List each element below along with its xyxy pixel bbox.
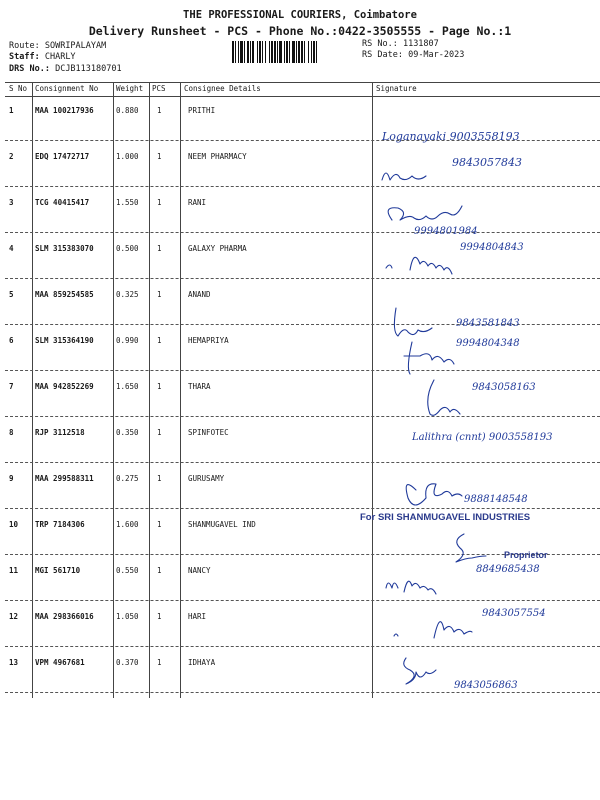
signature-8 [372, 420, 600, 466]
cell-pcs: 1 [157, 520, 162, 529]
signature-11-text: 8849685438 [476, 564, 540, 575]
signature-12-text: 9843057554 [482, 608, 546, 619]
signature-13 [372, 648, 600, 694]
company-title: THE PROFESSIONAL COURIERS, Coimbatore [183, 9, 417, 21]
cell-weight: 0.350 [116, 428, 139, 437]
header-sno: S No [9, 84, 28, 93]
barcode-bar [298, 41, 300, 63]
cell-sno: 12 [9, 612, 19, 621]
staff-label: Staff: [9, 52, 40, 62]
cell-weight: 0.275 [116, 474, 139, 483]
cell-pcs: 1 [157, 290, 162, 299]
cell-consignee: PRITHI [188, 106, 216, 115]
cell-consignee: NANCY [188, 566, 211, 575]
cell-consignment: RJP 3112518 [35, 428, 85, 437]
cell-sno: 7 [9, 382, 14, 391]
cell-consignment: TRP 7184306 [35, 520, 85, 529]
barcode-bar [289, 41, 290, 63]
cell-sno: 4 [9, 244, 14, 253]
cell-pcs: 1 [157, 382, 162, 391]
cell-consignee: NEEM PHARMACY [188, 152, 247, 161]
barcode-bar [252, 41, 254, 63]
cell-sno: 3 [9, 198, 14, 207]
cell-consignee: HEMAPRIYA [188, 336, 229, 345]
barcode-image [232, 41, 356, 63]
staff-value: CHARLY [44, 52, 76, 62]
barcode-bar [308, 41, 309, 63]
cell-weight: 0.880 [116, 106, 139, 115]
cell-sno: 11 [9, 566, 19, 575]
cell-weight: 1.600 [116, 520, 139, 529]
cell-weight: 0.500 [116, 244, 139, 253]
cell-sno: 9 [9, 474, 14, 483]
cell-consignee: IDHAYA [188, 658, 216, 667]
barcode-bar [304, 41, 305, 63]
barcode-bar [316, 41, 317, 63]
table-header-row [0, 82, 600, 96]
signature-2-text: 9843057843 [452, 156, 522, 169]
signature-12 [372, 602, 600, 648]
header-consignment: Consignment No [35, 84, 99, 93]
cell-pcs: 1 [157, 198, 162, 207]
cell-consignment: MAA 298366016 [35, 612, 94, 621]
barcode-bar [259, 41, 261, 63]
barcode-bar [232, 41, 234, 63]
barcode-bar [313, 41, 315, 63]
cell-consignment: EDQ 17472717 [35, 152, 90, 161]
signature-13-text: 9843056863 [454, 680, 518, 691]
signature-7-text: 9843058163 [472, 382, 536, 393]
route-value: SOWRIPALAYAM [44, 41, 107, 51]
signature-9 [372, 466, 600, 512]
cell-consignment: MAA 100217936 [35, 106, 94, 115]
signature-4 [372, 236, 600, 282]
rs-date-value: 09-Mar-2023 [408, 50, 465, 60]
cell-pcs: 1 [157, 474, 162, 483]
header-bottom-rule [5, 96, 600, 97]
barcode-bar [247, 41, 249, 63]
barcode-bar [292, 41, 295, 63]
signature-5-text: 9843581843 [456, 318, 520, 329]
barcode-bar [271, 41, 273, 63]
cell-consignment: SLM 315364190 [35, 336, 94, 345]
cell-pcs: 1 [157, 244, 162, 253]
staff-line [9, 52, 76, 62]
barcode-bar [296, 41, 297, 63]
signature-9-text: 9888148548 [464, 494, 528, 505]
cell-pcs: 1 [157, 566, 162, 575]
drs-label: DRS No.: [9, 64, 50, 74]
cell-pcs: 1 [157, 106, 162, 115]
cell-weight: 0.550 [116, 566, 139, 575]
cell-weight: 1.550 [116, 198, 139, 207]
cell-pcs: 1 [157, 152, 162, 161]
cell-consignee: SPINFOTEC [188, 428, 229, 437]
stamp-role: Proprietor [504, 550, 548, 560]
cell-sno: 13 [9, 658, 19, 667]
stamp-company: For SRI SHANMUGAVEL INDUSTRIES [360, 512, 531, 523]
barcode-bar [265, 41, 266, 63]
cell-consignee: ANAND [188, 290, 211, 299]
cell-consignee: GURUSAMY [188, 474, 225, 483]
cell-consignment: MGI 561710 [35, 566, 81, 575]
cell-consignment: TCG 40415417 [35, 198, 90, 207]
route-line [9, 41, 106, 51]
cell-consignment: VPM 4967681 [35, 658, 85, 667]
cell-consignee: GALAXY PHARMA [188, 244, 247, 253]
cell-sno: 8 [9, 428, 14, 437]
barcode-bar [284, 41, 285, 63]
cell-pcs: 1 [157, 428, 162, 437]
cell-consignee: RANI [188, 198, 207, 207]
header-pcs: PCS [152, 84, 166, 93]
cell-consignee: SHANMUGAVEL IND [188, 520, 256, 529]
cell-sno: 6 [9, 336, 14, 345]
cell-pcs: 1 [157, 658, 162, 667]
cell-weight: 0.990 [116, 336, 139, 345]
header-consignee: Consignee Details [184, 84, 261, 93]
cell-sno: 1 [9, 106, 14, 115]
barcode-bar [269, 41, 270, 63]
signature-8-text: Lalithra (cnnt) 9003558193 [412, 432, 553, 443]
barcode-bar [244, 41, 245, 63]
barcode-bar [240, 41, 243, 63]
drs-value: DCJB113180701 [55, 64, 122, 74]
cell-consignee: HARI [188, 612, 207, 621]
signature-1-text: Loganayaki 9003558193 [382, 130, 520, 143]
signature-7 [372, 376, 600, 422]
barcode-bar [238, 41, 239, 63]
cell-consignment: SLM 315383070 [35, 244, 94, 253]
rs-date-line [362, 50, 464, 60]
barcode-bar [250, 41, 251, 63]
cell-weight: 1.000 [116, 152, 139, 161]
barcode-bar [286, 41, 288, 63]
cell-sno: 10 [9, 520, 19, 529]
barcode-bar [311, 41, 312, 63]
cell-consignment: MAA 859254585 [35, 290, 94, 299]
signature-6 [372, 334, 600, 380]
drs-line [9, 64, 122, 74]
signature-11 [372, 560, 600, 606]
header-top-rule [5, 82, 600, 83]
header-weight: Weight [116, 84, 144, 93]
cell-sno: 5 [9, 290, 14, 299]
rs-no-line [362, 39, 439, 49]
cell-weight: 1.050 [116, 612, 139, 621]
signature-3-text: 9994801984 [414, 226, 478, 237]
barcode-bar [262, 41, 263, 63]
signature-6-text: 9994804348 [456, 338, 520, 349]
cell-consignee: THARA [188, 382, 211, 391]
cell-pcs: 1 [157, 612, 162, 621]
barcode-bar [277, 41, 278, 63]
cell-consignment: MAA 942852269 [35, 382, 94, 391]
cell-weight: 0.370 [116, 658, 139, 667]
barcode-bar [274, 41, 276, 63]
barcode-bar [301, 41, 303, 63]
rs-no-value: 1131807 [402, 39, 439, 49]
signature-2 [372, 152, 600, 198]
route-label: Route: [9, 41, 40, 51]
cell-weight: 0.325 [116, 290, 139, 299]
header-signature: Signature [376, 84, 417, 93]
rs-date-label: RS Date: [362, 50, 403, 60]
cell-weight: 1.650 [116, 382, 139, 391]
runsheet-title: Delivery Runsheet - PCS - Phone No.:0422-3505555 - Page No.:1 [88, 24, 512, 38]
cell-consignment: MAA 299588311 [35, 474, 94, 483]
barcode-bar [235, 41, 236, 63]
barcode-bar [279, 41, 282, 63]
cell-sno: 2 [9, 152, 14, 161]
barcode-bar [257, 41, 258, 63]
cell-pcs: 1 [157, 336, 162, 345]
signature-4-text: 9994804843 [460, 242, 524, 253]
rs-no-label: RS No.: [362, 39, 398, 49]
